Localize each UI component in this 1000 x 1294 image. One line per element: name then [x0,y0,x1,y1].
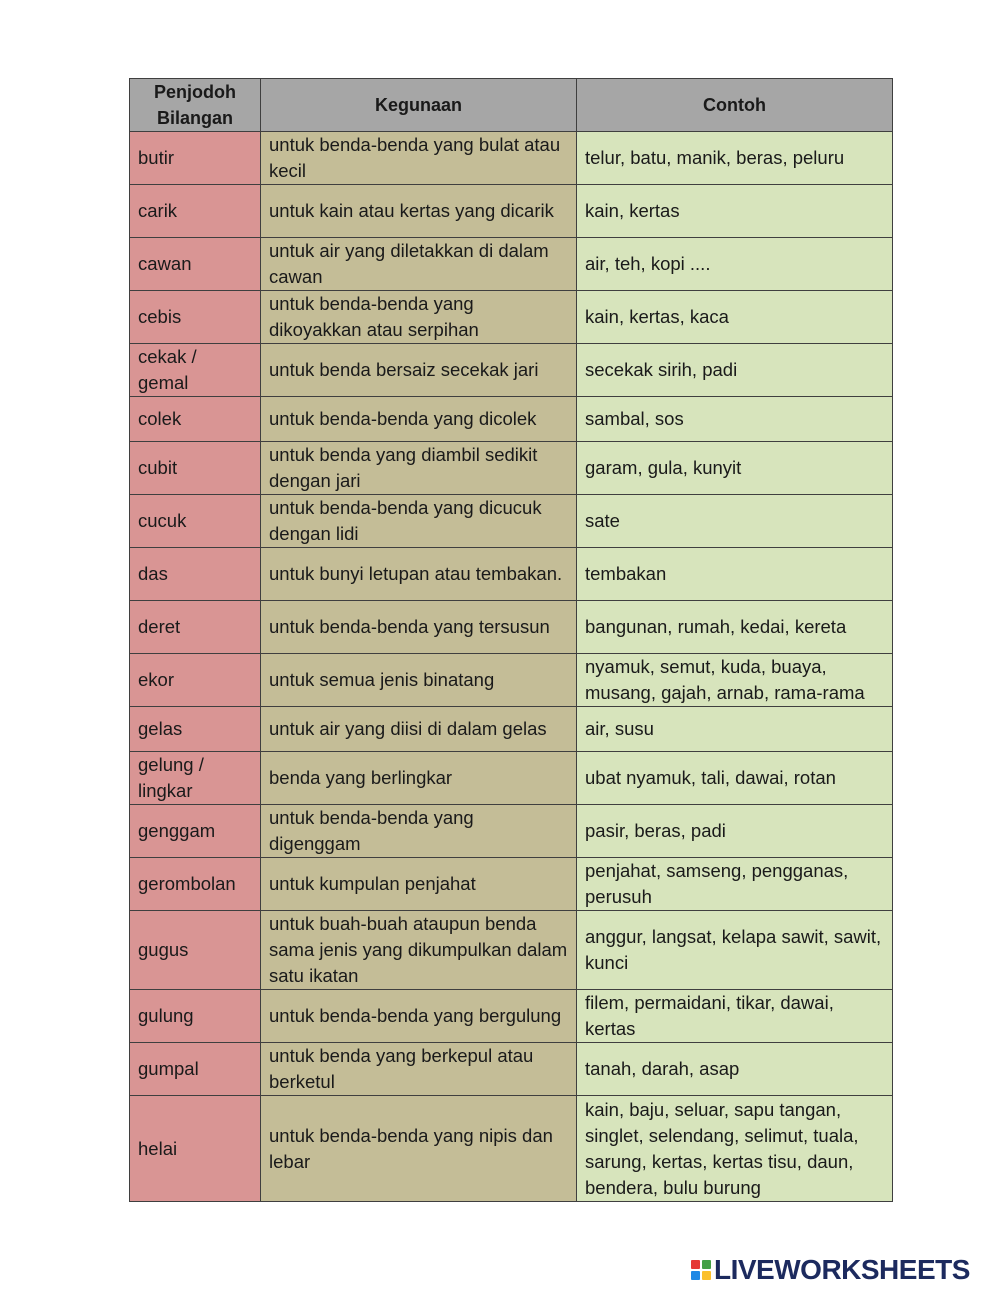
worksheet [129,78,892,1202]
contoh-cell: garam, gula, kunyit [577,442,893,495]
kegunaan-cell: untuk benda yang berkepul atau berketul [261,1043,577,1096]
contoh-cell: bangunan, rumah, kedai, kereta [577,601,893,654]
logo-block-i [702,1260,711,1269]
kegunaan-cell: untuk benda bersaiz secekak jari [261,344,577,397]
kegunaan-cell: untuk kumpulan penjahat [261,858,577,911]
kegunaan-cell: untuk benda-benda yang tersusun [261,601,577,654]
kegunaan-cell: untuk benda-benda yang dicucuk dengan lidi [261,495,577,548]
header-contoh: Contoh [577,79,893,132]
kegunaan-cell: untuk buah-buah ataupun benda sama jenis yang dikumpulkan dalam satu ikatan [261,911,577,990]
contoh-cell: secekak sirih, padi [577,344,893,397]
penjodoh-cell: cebis [130,291,261,344]
table-row [130,132,893,185]
kegunaan-cell: untuk semua jenis binatang [261,654,577,707]
kegunaan-cell: untuk benda-benda yang dikoyakkan atau serpihan [261,291,577,344]
kegunaan-cell: untuk air yang diisi di dalam gelas [261,707,577,752]
contoh-cell: air, teh, kopi .... [577,238,893,291]
logo-block-l [691,1260,700,1269]
kegunaan-cell: benda yang berlingkar [261,752,577,805]
penjodoh-bilangan-table [129,78,893,1202]
table-row [130,185,893,238]
table-row [130,1043,893,1096]
penjodoh-cell: das [130,548,261,601]
header-penjodoh: Penjodoh Bilangan [130,79,261,132]
table-row [130,238,893,291]
kegunaan-cell: untuk kain atau kertas yang dicarik [261,185,577,238]
contoh-cell: tanah, darah, asap [577,1043,893,1096]
penjodoh-cell: gerombolan [130,858,261,911]
logo-block-e [702,1271,711,1280]
kegunaan-cell: untuk benda-benda yang nipis dan lebar [261,1096,577,1202]
kegunaan-cell: untuk benda-benda yang bergulung [261,990,577,1043]
penjodoh-cell: cucuk [130,495,261,548]
penjodoh-cell: helai [130,1096,261,1202]
contoh-cell: kain, baju, seluar, sapu tangan, singlet, selendang, selimut, tuala, sarung, kertas, kertas tisu, daun, bendera, bulu burung [577,1096,893,1202]
penjodoh-cell: gelung / lingkar [130,752,261,805]
penjodoh-cell: deret [130,601,261,654]
table-row [130,495,893,548]
penjodoh-cell: cubit [130,442,261,495]
table-row [130,858,893,911]
table-row [130,344,893,397]
kegunaan-cell: untuk bunyi letupan atau tembakan. [261,548,577,601]
contoh-cell: nyamuk, semut, kuda, buaya, musang, gajah, arnab, rama-rama [577,654,893,707]
contoh-cell: tembakan [577,548,893,601]
contoh-cell: pasir, beras, padi [577,805,893,858]
penjodoh-cell: butir [130,132,261,185]
table-row [130,707,893,752]
penjodoh-cell: gelas [130,707,261,752]
contoh-cell: sate [577,495,893,548]
contoh-cell: filem, permaidani, tikar, dawai, kertas [577,990,893,1043]
header-kegunaan: Kegunaan [261,79,577,132]
liveworksheets-logo-text: LIVEWORKSHEETS [714,1254,970,1285]
contoh-cell: ubat nyamuk, tali, dawai, rotan [577,752,893,805]
table-row [130,752,893,805]
table-row [130,654,893,707]
penjodoh-cell: genggam [130,805,261,858]
table-row [130,990,893,1043]
table-row [130,548,893,601]
contoh-cell: sambal, sos [577,397,893,442]
table-row [130,805,893,858]
contoh-cell: kain, kertas, kaca [577,291,893,344]
table-row [130,442,893,495]
table-row [130,397,893,442]
penjodoh-cell: cawan [130,238,261,291]
contoh-cell: kain, kertas [577,185,893,238]
kegunaan-cell: untuk air yang diletakkan di dalam cawan [261,238,577,291]
penjodoh-cell: gulung [130,990,261,1043]
logo-block-v [691,1271,700,1280]
penjodoh-cell: gugus [130,911,261,990]
kegunaan-cell: untuk benda-benda yang dicolek [261,397,577,442]
table-header-row [130,79,893,132]
penjodoh-cell: ekor [130,654,261,707]
kegunaan-cell: untuk benda yang diambil sedikit dengan jari [261,442,577,495]
liveworksheets-logo[interactable] [691,1254,970,1286]
contoh-cell: telur, batu, manik, beras, peluru [577,132,893,185]
penjodoh-cell: colek [130,397,261,442]
contoh-cell: penjahat, samseng, pengganas, perusuh [577,858,893,911]
penjodoh-cell: gumpal [130,1043,261,1096]
kegunaan-cell: untuk benda-benda yang bulat atau kecil [261,132,577,185]
kegunaan-cell: untuk benda-benda yang digenggam [261,805,577,858]
contoh-cell: anggur, langsat, kelapa sawit, sawit, kunci [577,911,893,990]
penjodoh-cell: cekak / gemal [130,344,261,397]
table-row [130,601,893,654]
penjodoh-cell: carik [130,185,261,238]
table-row [130,291,893,344]
table-row [130,1096,893,1202]
contoh-cell: air, susu [577,707,893,752]
liveworksheets-logo-icon [691,1260,711,1280]
table-row [130,911,893,990]
